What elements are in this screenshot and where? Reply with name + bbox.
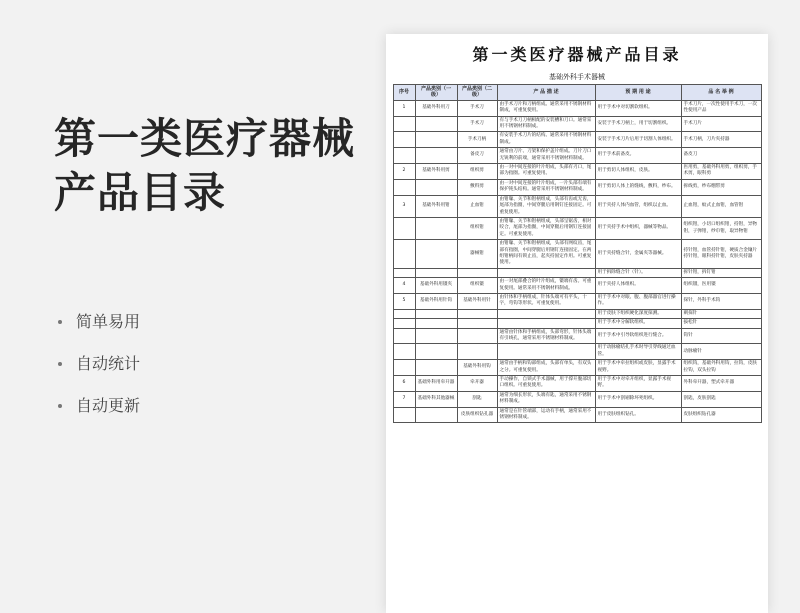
header-cat1: 产品类别（一级） — [415, 85, 457, 101]
cell-use: 用于拆除缝合针（针）。 — [595, 268, 681, 277]
cell-example: 手术刀片 — [681, 116, 761, 132]
cell-use: 安装于手术刀柄上，用于切割组织。 — [595, 116, 681, 132]
cell-example: 探针，外科手术钩 — [681, 293, 761, 309]
cell-cat1: 基础外科用镊夹 — [415, 278, 457, 294]
cell-cat1 — [415, 240, 457, 269]
cell-cat1 — [415, 148, 457, 164]
cell-no — [393, 148, 415, 164]
cell-cat2: 敷料剪 — [457, 179, 497, 195]
cell-desc: 由手术刀片和刀柄组成。通常采用不锈钢材料制成，可重复使用。 — [497, 100, 595, 116]
cell-desc: 手动操作，自锁式手术器械，用于撑开腹部切口组织。可重复使用。 — [497, 376, 595, 392]
cell-example: 拆线剪，纱布绷带剪 — [681, 179, 761, 195]
cell-example: 刮匙，皮肤刮匙 — [681, 391, 761, 407]
hero-title-line1: 第一类医疗器械 — [54, 114, 356, 163]
cell-no — [393, 407, 415, 423]
cell-cat1 — [415, 179, 457, 195]
cell-cat1 — [415, 217, 457, 239]
cell-desc: 由一对尾部叠合的叶片组成，镊端有齿。可重复使用。通常采用不锈钢材料制成。 — [497, 278, 595, 294]
cell-use: 安装于手术刀片后用于切割人体组织。 — [595, 132, 681, 148]
table-row — [393, 344, 761, 360]
feature-item: 简单易用 — [58, 312, 140, 354]
cell-example: 动脉瘤针 — [681, 344, 761, 360]
cell-no: 1 — [393, 100, 415, 116]
table-row — [393, 195, 761, 217]
cell-cat1: 基础外科其他器械 — [415, 391, 457, 407]
hero-title — [54, 112, 355, 220]
cell-example: 拔松针 — [681, 319, 761, 328]
cell-cat1 — [415, 407, 457, 423]
table-row — [393, 376, 761, 392]
table-row — [393, 293, 761, 309]
cell-use: 用于手术中引导软组织进行缝合。 — [595, 328, 681, 344]
table-row — [393, 100, 761, 116]
cell-cat1 — [415, 319, 457, 328]
cell-desc — [497, 344, 595, 360]
cell-cat2: 基础外科用针 — [457, 293, 497, 309]
cell-example: 手术刀片，一次性使用手术刀，一次性使用产品 — [681, 100, 761, 116]
cell-desc: 有安装手术刀片的结构。通常采用不锈钢材料制成。 — [497, 132, 595, 148]
cell-example: 组织钩，基础外科用钩，拉钩，皮肤拉钩，双头拉钩 — [681, 360, 761, 376]
document-preview — [386, 34, 768, 613]
cell-no — [393, 309, 415, 318]
cell-no — [393, 360, 415, 376]
cell-no — [393, 319, 415, 328]
table-row — [393, 132, 761, 148]
cell-no — [393, 268, 415, 277]
cell-cat1: 基础外科用剪 — [415, 164, 457, 180]
feature-list — [58, 312, 140, 438]
cell-example: 刺探针 — [681, 309, 761, 318]
cell-cat2 — [457, 344, 497, 360]
cell-desc: 由针体和手柄组成，针体头端可有平头，十字，弯钩等形状。可重复使用。 — [497, 293, 595, 309]
cell-no — [393, 132, 415, 148]
cell-cat2: 皮肤组织钻孔器 — [457, 407, 497, 423]
document-section-title: 基础外科手术器械 — [549, 73, 605, 81]
cell-cat2 — [457, 309, 497, 318]
cell-use: 用于手术中分解软组织。 — [595, 319, 681, 328]
cell-no — [393, 328, 415, 344]
table-row — [393, 407, 761, 423]
cell-example: 组织镊，医用镊 — [681, 278, 761, 294]
table-row — [393, 164, 761, 180]
cell-use: 用于手术中牵拉组织或皮肤，显露手术视野。 — [595, 360, 681, 376]
cell-cat2: 组织剪 — [457, 164, 497, 180]
header-example: 品 名 举 例 — [681, 85, 761, 101]
header-no: 序号 — [393, 85, 415, 101]
table-row — [393, 309, 761, 318]
table-header-row — [393, 85, 761, 101]
table-row — [393, 116, 761, 132]
cell-use: 用于夹持手术中组织，器械等物品。 — [595, 217, 681, 239]
cell-no — [393, 116, 415, 132]
feature-item: 自动统计 — [58, 354, 140, 396]
cell-use: 用于剪切人体上的缝线，敷料，纱布。 — [595, 179, 681, 195]
cell-cat1 — [415, 328, 457, 344]
cell-cat2: 基础外科用钩 — [457, 360, 497, 376]
cell-use: 用于动脉瘤结扎手术时导引穿线通过血管。 — [595, 344, 681, 360]
cell-use: 用于夹持人体组织。 — [595, 278, 681, 294]
cell-cat1: 基础外科用针钩 — [415, 293, 457, 309]
cell-cat1: 基础外科用钳 — [415, 195, 457, 217]
cell-example: 钩针 — [681, 328, 761, 344]
cell-no: 7 — [393, 391, 415, 407]
cell-use: 用于夹持人体内血管，组织以止血。 — [595, 195, 681, 217]
cell-cat2: 组织镊 — [457, 278, 497, 294]
cell-cat2: 手术刀 — [457, 100, 497, 116]
cell-desc: 由钳喙、关节和钳柄组成，头部呈锯齿，相对咬合，尾部为指圈，中间穿腿后用钢钉连接固定。可重复使用。 — [497, 217, 595, 239]
cell-cat2 — [457, 328, 497, 344]
table-row — [393, 278, 761, 294]
cell-example: 备皮刀 — [681, 148, 761, 164]
cell-desc — [497, 268, 595, 277]
cell-desc: 通常由针体和手柄组成，头部弯形，针体头端有引线孔，通常采用不锈钢材料制成。 — [497, 328, 595, 344]
header-cat2: 产品类别（二级） — [457, 85, 497, 101]
cell-no — [393, 179, 415, 195]
cell-use: 用于手术前备皮。 — [595, 148, 681, 164]
cell-desc: 由一对中间连接的叶片组成，头部有刃口，尾部为指圈。可重复使用。 — [497, 164, 595, 180]
cell-example: 手术刀柄，刀片夹持器 — [681, 132, 761, 148]
cell-cat2 — [457, 319, 497, 328]
cell-example: 外科牵开器，塑式牵开器 — [681, 376, 761, 392]
cell-cat1: 基础外科用刀 — [415, 100, 457, 116]
cell-cat2 — [457, 268, 497, 277]
cell-example: 拆针钳，拆钉钳 — [681, 268, 761, 277]
cell-cat1 — [415, 344, 457, 360]
cell-cat1 — [415, 268, 457, 277]
cell-cat2: 手术刀柄 — [457, 132, 497, 148]
table-row — [393, 240, 761, 269]
cell-desc: 通常是在针管端部，运动有手柄，通常采用不锈钢材料制成。 — [497, 407, 595, 423]
table-row — [393, 328, 761, 344]
cell-example: 医用剪，基础外科用剪，组织剪，手术剪，眼科剪 — [681, 164, 761, 180]
cell-no: 3 — [393, 195, 415, 217]
cell-example: 止血钳，蚊式止血钳，血管钳 — [681, 195, 761, 217]
cell-desc: 通常由刀片、刀架和保护盖片组成。刀片刀口无锐利的前端，通常采用不锈钢材料制成。 — [497, 148, 595, 164]
catalog-table — [393, 84, 762, 423]
table-row — [393, 391, 761, 407]
cell-cat2: 止血钳 — [457, 195, 497, 217]
cell-cat2: 器械钳 — [457, 240, 497, 269]
cell-desc: 由钳喙、关节和钳柄组成，头部有网纹齿，尾部有指圈，中间穿腿后用钢钉连接固定。在两组钳柄间有锁止齿，起夹持固定作用。可重复使用。 — [497, 240, 595, 269]
hero-title-line2: 产品目录 — [54, 168, 227, 217]
cell-no: 4 — [393, 278, 415, 294]
table-row — [393, 148, 761, 164]
cell-no: 5 — [393, 293, 415, 309]
cell-use: 用于皮肤下组织硬化深度探测。 — [595, 309, 681, 318]
cell-desc — [497, 319, 595, 328]
cell-use: 用于手术中刮剔除坏死组织。 — [595, 391, 681, 407]
cell-cat1 — [415, 116, 457, 132]
cell-no — [393, 344, 415, 360]
table-row — [393, 268, 761, 277]
cell-cat2: 牵开器 — [457, 376, 497, 392]
header-desc: 产 品 描 述 — [497, 85, 595, 101]
cell-example: 皮肤组织钻孔器 — [681, 407, 761, 423]
cell-no: 6 — [393, 376, 415, 392]
cell-cat1 — [415, 360, 457, 376]
cell-cat2: 手术刀 — [457, 116, 497, 132]
table-row — [393, 217, 761, 239]
cell-desc — [497, 309, 595, 318]
document-title: 第一类医疗器械产品目录 — [472, 45, 682, 64]
table-row — [393, 319, 761, 328]
table-body — [393, 100, 761, 423]
cell-example: 持针钳，血管持针钳，硬质合金镶片持针钳，眼科持针钳，皮肤夹持器 — [681, 240, 761, 269]
cell-use: 用于夹持缝合针，金属夹等器械。 — [595, 240, 681, 269]
cell-cat1: 基础外科用牵开器 — [415, 376, 457, 392]
cell-desc: 通常为细长形状，头端有匙，通常采用不锈钢材料制成。 — [497, 391, 595, 407]
cell-cat2: 备皮刀 — [457, 148, 497, 164]
cell-example: 组织钳，小切口组织钳，持钳，异物钳，子弹钳，纱巾钳，取异物钳 — [681, 217, 761, 239]
cell-desc: 由钳喙、关节和钳柄组成，头部有齿或无齿，尾部为指圈，中间穿腿后用钢钉连接固定。可重复使用。 — [497, 195, 595, 217]
cell-desc: 由一对中间连接的叶片组成，一片头部有端有保护钝头结构。通常采用不锈钢材料制成。 — [497, 179, 595, 195]
cell-desc: 通常由手柄和钩部组成，头部有单头，有双头之分。可重复使用。 — [497, 360, 595, 376]
cell-use: 用于手术中对眼、腹、腹部器官进行操作。 — [595, 293, 681, 309]
cell-cat2: 刮匙 — [457, 391, 497, 407]
cell-use: 用于剪切人体组织，皮肤。 — [595, 164, 681, 180]
cell-cat1 — [415, 309, 457, 318]
table-row — [393, 360, 761, 376]
table-row — [393, 179, 761, 195]
cell-no: 2 — [393, 164, 415, 180]
feature-item: 自动更新 — [58, 396, 140, 438]
cell-use: 用于皮肤组织钻孔。 — [595, 407, 681, 423]
cell-no — [393, 217, 415, 239]
cell-use: 用于手术中对切割软组织。 — [595, 100, 681, 116]
header-use: 预 期 用 途 — [595, 85, 681, 101]
cell-no — [393, 240, 415, 269]
cell-cat1 — [415, 132, 457, 148]
cell-desc: 有与手术刀刀柄相配的安装槽和刀口。通常采用不锈钢材料制成。 — [497, 116, 595, 132]
cell-cat2: 组织钳 — [457, 217, 497, 239]
cell-use: 用于手术中对牵开组织，显露手术视野。 — [595, 376, 681, 392]
